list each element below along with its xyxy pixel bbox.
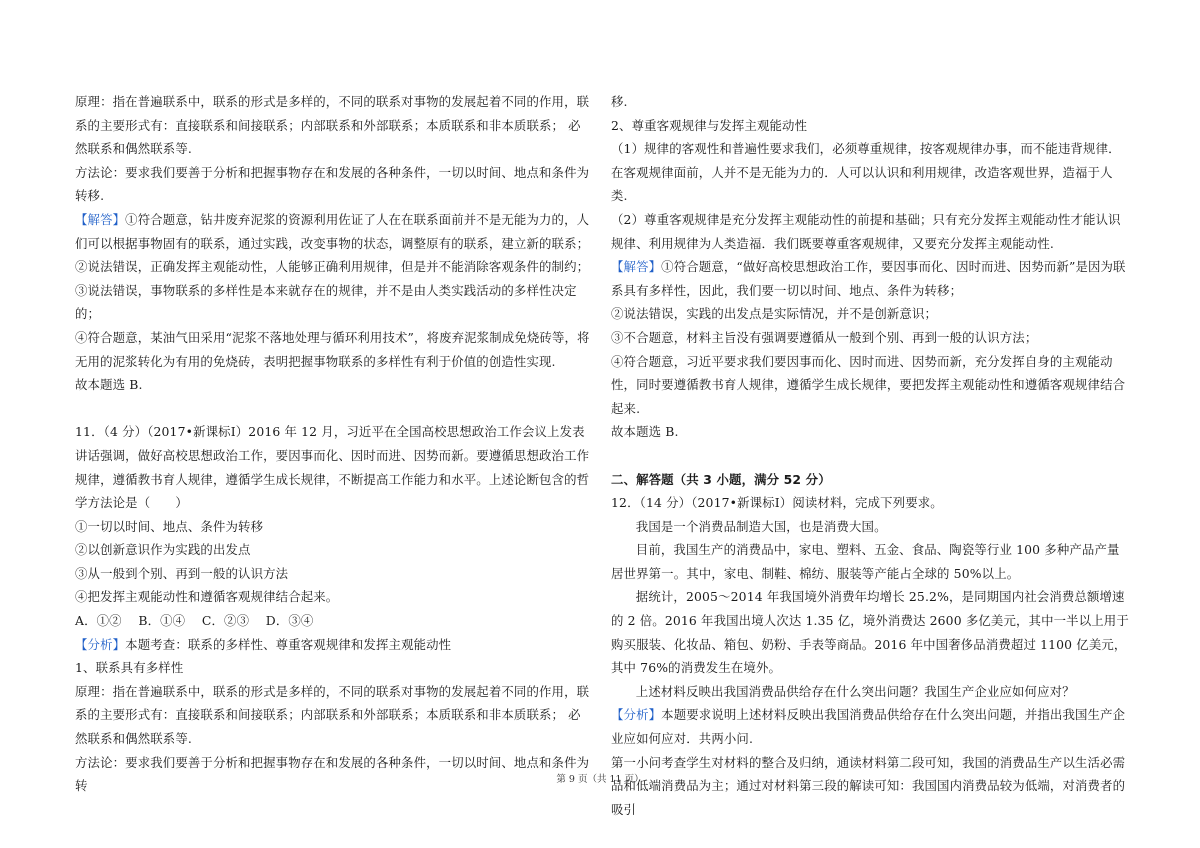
paragraph xyxy=(611,703,1129,750)
paragraph-text: 我国是一个消费品制造大国，也是消费大国。 xyxy=(635,518,887,534)
paragraph xyxy=(75,633,590,657)
paragraph-text: ①符合题意，钻井废弃泥浆的资源利用佐证了人在在联系面前并不是无能为力的，人们可以根据事物固有的联系，通过实践，改变事物的状态，调整原有的联系，建立新的联系； xyxy=(75,211,590,251)
paragraph-text: ④符合题意，习近平要求我们要因事而化、因时而进、因势而新，充分发挥自身的主观能动性，同时要遵循教书育人规律，遵循学生成长规律，要把发挥主观能动性和遵循客观规律结合起来. xyxy=(611,353,1126,416)
paragraph xyxy=(75,538,590,562)
answer-tag: 【分析】 xyxy=(75,636,126,652)
paragraph-text: ③从一般到个别、再到一般的认识方法 xyxy=(75,565,289,581)
paragraph-text: ①一切以时间、地点、条件为转移 xyxy=(75,518,264,534)
paragraph xyxy=(611,751,1129,822)
paragraph-text: ③说法错误，事物联系的多样性是本来就存在的规律，并不是由人类实践活动的多样性决定的； xyxy=(75,282,577,322)
paragraph xyxy=(75,609,590,633)
paragraph xyxy=(611,680,1129,704)
paragraph xyxy=(75,161,590,208)
paragraph xyxy=(611,326,1129,350)
paragraph xyxy=(75,279,590,326)
paragraph xyxy=(611,585,1129,679)
paragraph-text: ④把发挥主观能动性和遵循客观规律结合起来。 xyxy=(75,589,339,605)
paragraph xyxy=(611,491,1129,515)
paragraph xyxy=(75,515,590,539)
answer-tag: 【分析】 xyxy=(611,707,662,723)
paragraph xyxy=(75,420,590,514)
section-heading xyxy=(611,468,1129,492)
paragraph xyxy=(611,515,1129,539)
paragraph-text: 12．（14 分）（2017•新课标Ⅰ）阅读材料，完成下列要求。 xyxy=(611,495,943,511)
paragraph-text: ②说法错误，实践的出发点是实际情况，并不是创新意识； xyxy=(611,306,938,322)
paragraph xyxy=(611,302,1129,326)
paragraph-text: 上述材料反映出我国消费品供给存在什么突出问题？我国生产企业应如何应对？ xyxy=(635,683,1075,699)
right-column xyxy=(611,90,1129,821)
paragraph xyxy=(75,585,590,609)
page-footer: 第 9 页（共 11 页） xyxy=(556,774,644,785)
paragraph-text: 故本题选 B. xyxy=(611,424,679,440)
blank-line xyxy=(75,397,590,421)
paragraph-text: 原理：指在普遍联系中，联系的形式是多样的，不同的联系对事物的发展起着不同的作用，联系的主要形式有：直接联系和间接联系；内部联系和外部联系；本质联系和非本质联系； 必然联系和偶然联系等. xyxy=(75,683,590,747)
paragraph xyxy=(75,208,590,255)
paragraph xyxy=(611,420,1129,444)
paragraph xyxy=(611,538,1129,585)
paragraph-text: 目前，我国生产的消费品中，家电、塑料、五金、食品、陶瓷等行业 100 多种产品产量居世界第一。其中，家电、制鞋、棉纺、服装等产能占全球的 50%以上。 xyxy=(611,542,1120,581)
paragraph-text: 二、解答题（共 3 小题，满分 52 分） xyxy=(611,471,831,487)
paragraph xyxy=(611,350,1129,421)
left-column xyxy=(75,90,590,798)
paragraph xyxy=(611,90,1129,114)
paragraph-text: A．①② B．①④ C．②③ D．③④ xyxy=(75,613,314,629)
paragraph xyxy=(75,562,590,586)
paragraph-text: 方法论：要求我们要善于分析和把握事物存在和发展的各种条件，一切以时间、地点和条件为转移. xyxy=(75,164,590,204)
blank-line xyxy=(611,444,1129,468)
paragraph-text: 移. xyxy=(611,94,628,109)
paragraph-text: 1、联系具有多样性 xyxy=(75,660,184,676)
paragraph-text: ②说法错误，正确发挥主观能动性，人能够正确利用规律，但是并不能消除客观条件的制约； xyxy=(75,259,590,275)
paragraph-text: ③不合题意，材料主旨没有强调要遵循从一般到个别、再到一般的认识方法； xyxy=(611,329,1038,345)
paragraph xyxy=(611,208,1129,255)
paragraph-text: ②以创新意识作为实践的出发点 xyxy=(75,542,251,558)
answer-tag: 【解答】 xyxy=(75,211,126,227)
paragraph xyxy=(611,255,1129,302)
paragraph xyxy=(75,326,590,373)
paragraph-text: ④符合题意，某油气田采用“泥浆不落地处理与循环利用技术”，将废弃泥浆制成免烧砖等，将无用的泥浆转化为有用的免烧砖，表明把握事物联系的多样性有利于价值的创造性实现. xyxy=(75,329,590,369)
paragraph xyxy=(75,680,590,751)
paragraph-text: 第一小问考查学生对材料的整合及归纳，通读材料第二段可知，我国的消费品生产以生活必需品和低端消费品为主；通过对材料第三段的解读可知：我国国内消费品较为低端，对消费者的吸引 xyxy=(611,754,1126,817)
paragraph xyxy=(75,90,590,161)
paragraph-text: （1）规律的客观性和普遍性要求我们，必须尊重规律，按客观规律办事，而不能违背规律．在客观规律面前，人并不是无能为力的．人可以认识和利用规律，改造客观世界，造福于人类. xyxy=(611,141,1121,204)
paragraph xyxy=(75,373,590,397)
paragraph xyxy=(75,656,590,680)
answer-tag: 【解答】 xyxy=(611,259,662,275)
paragraph-text: 11．（4 分）（2017•新课标Ⅰ）2016 年 12 月，习近平在全国高校思想政治工作会议上发表讲话强调，做好高校思想政治工作，要因事而化、因时而进、因势而新。要遵循思想政治工作规律，遵循教书育人规律，遵循学生成长规律，不断提高工作能力和水平。上述论断包含的哲学方法论是（ ） xyxy=(75,424,590,511)
paragraph xyxy=(611,137,1129,208)
paragraph-text: 方法论：要求我们要善于分析和把握事物存在和发展的各种条件，一切以时间、地点和条件为转 xyxy=(75,754,590,794)
paragraph-text: 据统计，2005～2014 年我国境外消费年均增长 25.2%，是同期国内社会消费总额增速的 2 倍。2016 年我国出境人次达 1.35 亿，境外消费达 2600 多亿美元，其中一半以上用于购买服装、化妆品、箱包、奶粉、手表等商品。2016 年中国奢侈品消费超过 1100 亿美元，其中 76%的消费发生在境外。 xyxy=(611,589,1129,676)
paragraph-text: 本题考查：联系的多样性、尊重客观规律和发挥主观能动性 xyxy=(125,636,452,652)
paragraph-text: 故本题选 B. xyxy=(75,377,143,393)
paragraph-text: 本题要求说明上述材料反映出我国消费品供给存在什么突出问题，并指出我国生产企业应如何应对．共两小问. xyxy=(611,707,1126,747)
paragraph-text: 原理：指在普遍联系中，联系的形式是多样的，不同的联系对事物的发展起着不同的作用，联系的主要形式有：直接联系和间接联系；内部联系和外部联系；本质联系和非本质联系； 必然联系和偶然联系等. xyxy=(75,94,590,157)
paragraph xyxy=(75,255,590,279)
paragraph-text: ①符合题意，“做好高校思想政治工作，要因事而化、因时而进、因势而新”是因为联系具有多样性，因此，我们要一切以时间、地点、条件为转移； xyxy=(611,259,1126,298)
paragraph xyxy=(611,114,1129,138)
paragraph-text: （2）尊重客观规律是充分发挥主观能动性的前提和基础；只有充分发挥主观能动性才能认识规律、利用规律为人类造福．我们既要尊重客观规律，又要充分发挥主观能动性. xyxy=(611,211,1121,251)
paragraph-text: 2、尊重客观规律与发挥主观能动性 xyxy=(611,117,808,133)
